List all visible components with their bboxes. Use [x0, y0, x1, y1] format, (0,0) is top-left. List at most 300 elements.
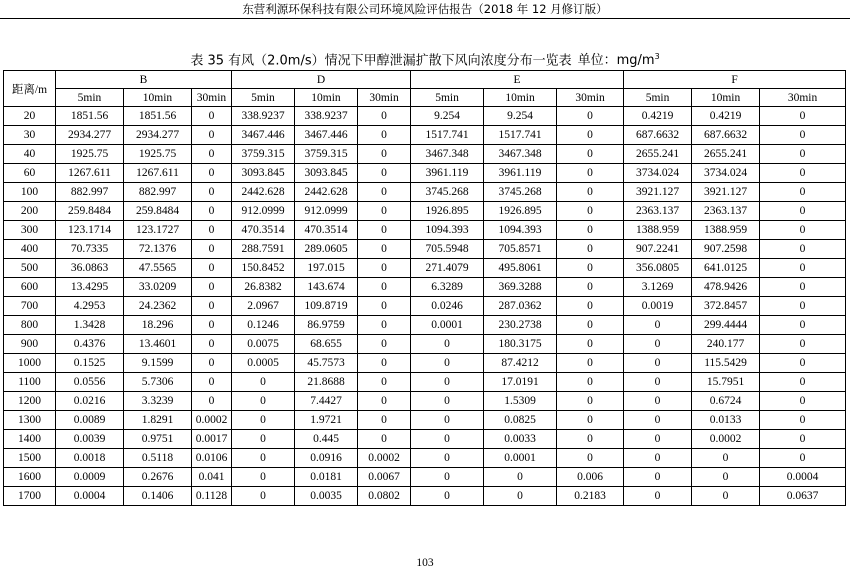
cell-f-30min: 0 [760, 392, 846, 411]
cell-e-30min: 0 [557, 221, 624, 240]
cell-f-10min: 0 [692, 487, 760, 506]
table-row [4, 240, 846, 259]
cell-distance: 500 [4, 259, 56, 278]
cell-b-5min: 0.0216 [56, 392, 124, 411]
cell-d-30min: 0 [358, 183, 411, 202]
cell-f-30min: 0 [760, 278, 846, 297]
cell-e-30min: 0 [557, 373, 624, 392]
cell-d-5min: 150.8452 [232, 259, 295, 278]
cell-f-5min: 3921.127 [624, 183, 692, 202]
cell-b-5min: 0.0018 [56, 449, 124, 468]
cell-f-5min: 0 [624, 392, 692, 411]
cell-distance: 600 [4, 278, 56, 297]
cell-d-30min: 0 [358, 373, 411, 392]
cell-e-5min: 0 [411, 354, 484, 373]
cell-d-10min: 912.0999 [295, 202, 358, 221]
cell-f-30min: 0 [760, 411, 846, 430]
cell-f-5min: 0 [624, 468, 692, 487]
unit-superscript: 3 [654, 52, 660, 61]
cell-e-5min: 0.0001 [411, 316, 484, 335]
cell-distance: 900 [4, 335, 56, 354]
cell-d-30min: 0 [358, 145, 411, 164]
cell-d-5min: 0 [232, 468, 295, 487]
cell-b-5min: 36.0863 [56, 259, 124, 278]
cell-b-30min: 0 [192, 373, 232, 392]
cell-b-30min: 0 [192, 392, 232, 411]
cell-e-5min: 9.254 [411, 107, 484, 126]
cell-b-10min: 1851.56 [124, 107, 192, 126]
cell-b-5min: 1925.75 [56, 145, 124, 164]
cell-d-10min: 3093.845 [295, 164, 358, 183]
cell-b-30min: 0 [192, 259, 232, 278]
cell-d-10min: 86.9759 [295, 316, 358, 335]
cell-b-5min: 259.8484 [56, 202, 124, 221]
group-header-b: B [56, 71, 232, 89]
cell-d-10min: 109.8719 [295, 297, 358, 316]
cell-b-30min: 0 [192, 354, 232, 373]
cell-f-30min: 0 [760, 335, 846, 354]
cell-f-10min: 0.0002 [692, 430, 760, 449]
cell-distance: 1200 [4, 392, 56, 411]
cell-e-5min: 0 [411, 411, 484, 430]
cell-b-30min: 0 [192, 164, 232, 183]
cell-d-30min: 0.0002 [358, 449, 411, 468]
cell-d-30min: 0 [358, 411, 411, 430]
cell-d-30min: 0 [358, 202, 411, 221]
cell-f-10min: 0.4219 [692, 107, 760, 126]
table-body [4, 107, 846, 506]
table-row [4, 335, 846, 354]
cell-b-30min: 0 [192, 316, 232, 335]
cell-e-30min: 0 [557, 202, 624, 221]
cell-b-10min: 2934.277 [124, 126, 192, 145]
cell-f-30min: 0 [760, 202, 846, 221]
cell-e-10min: 1094.393 [484, 221, 557, 240]
cell-distance: 1500 [4, 449, 56, 468]
cell-d-10min: 0.0916 [295, 449, 358, 468]
cell-b-30min: 0.0106 [192, 449, 232, 468]
cell-e-30min: 0 [557, 164, 624, 183]
cell-f-10min: 641.0125 [692, 259, 760, 278]
group-header-d: D [232, 71, 411, 89]
cell-b-10min: 259.8484 [124, 202, 192, 221]
cell-f-10min: 372.8457 [692, 297, 760, 316]
cell-b-5min: 0.0039 [56, 430, 124, 449]
table-row [4, 221, 846, 240]
cell-e-10min: 1517.741 [484, 126, 557, 145]
table-row [4, 373, 846, 392]
page-number: 103 [416, 557, 434, 569]
table-row [4, 411, 846, 430]
cell-f-5min: 2363.137 [624, 202, 692, 221]
concentration-table [3, 70, 846, 506]
cell-distance: 800 [4, 316, 56, 335]
cell-f-30min: 0 [760, 354, 846, 373]
cell-e-30min: 0 [557, 411, 624, 430]
cell-f-5min: 0 [624, 373, 692, 392]
cell-d-10min: 2442.628 [295, 183, 358, 202]
cell-f-5min: 907.2241 [624, 240, 692, 259]
table-row [4, 126, 846, 145]
cell-f-10min: 1388.959 [692, 221, 760, 240]
cell-d-5min: 3467.446 [232, 126, 295, 145]
cell-e-5min: 1094.393 [411, 221, 484, 240]
cell-e-10min: 180.3175 [484, 335, 557, 354]
cell-d-5min: 912.0999 [232, 202, 295, 221]
cell-f-30min: 0 [760, 183, 846, 202]
cell-f-30min: 0 [760, 297, 846, 316]
cell-b-10min: 47.5565 [124, 259, 192, 278]
cell-e-30min: 0.006 [557, 468, 624, 487]
cell-b-5min: 0.0556 [56, 373, 124, 392]
cell-f-30min: 0 [760, 221, 846, 240]
cell-d-5min: 338.9237 [232, 107, 295, 126]
cell-e-5min: 0 [411, 487, 484, 506]
cell-e-10min: 287.0362 [484, 297, 557, 316]
cell-d-5min: 0 [232, 411, 295, 430]
cell-distance: 1700 [4, 487, 56, 506]
time-header-10min: 10min [124, 89, 192, 107]
cell-e-5min: 3745.268 [411, 183, 484, 202]
table-row [4, 145, 846, 164]
cell-e-30min: 0 [557, 145, 624, 164]
cell-e-10min: 0 [484, 487, 557, 506]
cell-b-30min: 0.041 [192, 468, 232, 487]
cell-d-5min: 0.0005 [232, 354, 295, 373]
cell-d-5min: 0 [232, 449, 295, 468]
cell-f-5min: 0 [624, 430, 692, 449]
table-caption: 表 35 有风（2.0m/s）情况下甲醇泄漏扩散下风向浓度分布一览表 [190, 53, 572, 69]
cell-d-10min: 470.3514 [295, 221, 358, 240]
cell-b-5min: 0.1525 [56, 354, 124, 373]
cell-e-5min: 0 [411, 392, 484, 411]
cell-d-5min: 0 [232, 373, 295, 392]
cell-distance: 300 [4, 221, 56, 240]
table-row [4, 297, 846, 316]
cell-d-5min: 0 [232, 487, 295, 506]
group-header-f: F [624, 71, 846, 89]
cell-d-10min: 0.0181 [295, 468, 358, 487]
cell-f-5min: 0 [624, 411, 692, 430]
cell-b-30min: 0 [192, 240, 232, 259]
cell-e-30min: 0 [557, 259, 624, 278]
cell-d-30min: 0 [358, 354, 411, 373]
cell-d-10min: 0.445 [295, 430, 358, 449]
cell-e-5min: 3467.348 [411, 145, 484, 164]
cell-e-10min: 0.0001 [484, 449, 557, 468]
cell-e-30min: 0 [557, 107, 624, 126]
cell-e-30min: 0 [557, 316, 624, 335]
cell-e-30min: 0 [557, 126, 624, 145]
time-header-5min: 5min [232, 89, 295, 107]
cell-b-10min: 33.0209 [124, 278, 192, 297]
cell-b-10min: 72.1376 [124, 240, 192, 259]
cell-distance: 200 [4, 202, 56, 221]
cell-b-5min: 1851.56 [56, 107, 124, 126]
cell-e-5min: 6.3289 [411, 278, 484, 297]
table-row [4, 259, 846, 278]
cell-b-10min: 1925.75 [124, 145, 192, 164]
page-header: 东营利源环保科技有限公司环境风险评估报告（2018 年 12 月修订版） [242, 2, 608, 16]
table-row [4, 430, 846, 449]
time-header-5min: 5min [56, 89, 124, 107]
cell-f-30min: 0.0004 [760, 468, 846, 487]
cell-f-10min: 478.9426 [692, 278, 760, 297]
unit-label: 单位：mg/m [577, 53, 655, 69]
cell-b-5min: 70.7335 [56, 240, 124, 259]
cell-e-10min: 9.254 [484, 107, 557, 126]
cell-d-10min: 3759.315 [295, 145, 358, 164]
cell-b-10min: 0.2676 [124, 468, 192, 487]
table-row [4, 354, 846, 373]
cell-e-30min: 0 [557, 278, 624, 297]
cell-f-10min: 687.6632 [692, 126, 760, 145]
cell-b-10min: 0.5118 [124, 449, 192, 468]
table-row [4, 202, 846, 221]
cell-d-5min: 26.8382 [232, 278, 295, 297]
cell-d-30min: 0 [358, 316, 411, 335]
cell-f-10min: 115.5429 [692, 354, 760, 373]
cell-e-5min: 1517.741 [411, 126, 484, 145]
time-header-30min: 30min [192, 89, 232, 107]
cell-distance: 60 [4, 164, 56, 183]
cell-e-5min: 0.0246 [411, 297, 484, 316]
cell-d-5min: 2.0967 [232, 297, 295, 316]
cell-b-30min: 0.0002 [192, 411, 232, 430]
cell-e-10min: 0 [484, 468, 557, 487]
cell-e-30min: 0 [557, 335, 624, 354]
cell-distance: 1300 [4, 411, 56, 430]
time-header-30min: 30min [760, 89, 846, 107]
cell-d-5min: 2442.628 [232, 183, 295, 202]
cell-f-10min: 0 [692, 468, 760, 487]
cell-d-10min: 3467.446 [295, 126, 358, 145]
cell-d-30min: 0.0067 [358, 468, 411, 487]
cell-d-5min: 0 [232, 430, 295, 449]
time-header-10min: 10min [484, 89, 557, 107]
table-row [4, 468, 846, 487]
cell-d-30min: 0.0802 [358, 487, 411, 506]
cell-d-10min: 143.674 [295, 278, 358, 297]
cell-b-5min: 13.4295 [56, 278, 124, 297]
cell-d-30min: 0 [358, 107, 411, 126]
cell-f-10min: 2655.241 [692, 145, 760, 164]
cell-d-5min: 0.0075 [232, 335, 295, 354]
cell-e-10min: 17.0191 [484, 373, 557, 392]
cell-b-5min: 4.2953 [56, 297, 124, 316]
cell-e-5min: 0 [411, 449, 484, 468]
cell-f-30min: 0.0637 [760, 487, 846, 506]
header-row-groups [4, 71, 846, 89]
cell-f-5min: 3734.024 [624, 164, 692, 183]
cell-f-5min: 0 [624, 449, 692, 468]
cell-distance: 1000 [4, 354, 56, 373]
cell-b-10min: 0.9751 [124, 430, 192, 449]
cell-f-30min: 0 [760, 430, 846, 449]
cell-f-10min: 3734.024 [692, 164, 760, 183]
cell-e-10min: 87.4212 [484, 354, 557, 373]
cell-distance: 400 [4, 240, 56, 259]
cell-b-5min: 123.1714 [56, 221, 124, 240]
cell-b-30min: 0.0017 [192, 430, 232, 449]
cell-d-30min: 0 [358, 430, 411, 449]
table-title [0, 48, 850, 70]
cell-f-30min: 0 [760, 145, 846, 164]
cell-b-10min: 13.4601 [124, 335, 192, 354]
cell-e-5min: 0 [411, 373, 484, 392]
cell-f-30min: 0 [760, 240, 846, 259]
cell-e-10min: 230.2738 [484, 316, 557, 335]
time-header-10min: 10min [692, 89, 760, 107]
table-row [4, 487, 846, 506]
cell-f-30min: 0 [760, 449, 846, 468]
cell-f-5min: 2655.241 [624, 145, 692, 164]
cell-b-10min: 123.1727 [124, 221, 192, 240]
distance-header: 距离/m [4, 71, 56, 107]
cell-d-30min: 0 [358, 392, 411, 411]
cell-f-30min: 0 [760, 373, 846, 392]
cell-f-30min: 0 [760, 316, 846, 335]
cell-f-10min: 2363.137 [692, 202, 760, 221]
cell-b-5min: 0.4376 [56, 335, 124, 354]
cell-f-30min: 0 [760, 259, 846, 278]
cell-f-10min: 0.6724 [692, 392, 760, 411]
cell-e-30min: 0 [557, 183, 624, 202]
cell-f-5min: 0.0019 [624, 297, 692, 316]
cell-f-5min: 0 [624, 354, 692, 373]
cell-b-30min: 0 [192, 183, 232, 202]
cell-e-5min: 1926.895 [411, 202, 484, 221]
cell-d-30min: 0 [358, 164, 411, 183]
cell-d-5min: 0 [232, 392, 295, 411]
cell-b-10min: 3.3239 [124, 392, 192, 411]
cell-b-5min: 0.0004 [56, 487, 124, 506]
time-header-10min: 10min [295, 89, 358, 107]
cell-b-30min: 0 [192, 335, 232, 354]
cell-e-30min: 0 [557, 297, 624, 316]
cell-f-5min: 1388.959 [624, 221, 692, 240]
cell-e-10min: 705.8571 [484, 240, 557, 259]
cell-b-10min: 0.1406 [124, 487, 192, 506]
cell-d-30min: 0 [358, 221, 411, 240]
cell-e-30min: 0.2183 [557, 487, 624, 506]
cell-b-10min: 5.7306 [124, 373, 192, 392]
table-row [4, 316, 846, 335]
cell-d-30min: 0 [358, 297, 411, 316]
cell-f-5min: 687.6632 [624, 126, 692, 145]
cell-d-10min: 0.0035 [295, 487, 358, 506]
cell-d-30min: 0 [358, 240, 411, 259]
cell-d-5min: 3093.845 [232, 164, 295, 183]
cell-e-5min: 0 [411, 430, 484, 449]
cell-e-30min: 0 [557, 430, 624, 449]
cell-b-5min: 2934.277 [56, 126, 124, 145]
cell-f-30min: 0 [760, 107, 846, 126]
cell-e-5min: 705.5948 [411, 240, 484, 259]
header-row-times [4, 89, 846, 107]
time-header-5min: 5min [624, 89, 692, 107]
cell-d-10min: 197.015 [295, 259, 358, 278]
time-header-30min: 30min [557, 89, 624, 107]
table-row [4, 183, 846, 202]
cell-d-10min: 7.4427 [295, 392, 358, 411]
table-row [4, 449, 846, 468]
table-row [4, 392, 846, 411]
cell-f-5min: 0.4219 [624, 107, 692, 126]
cell-b-10min: 882.997 [124, 183, 192, 202]
cell-distance: 700 [4, 297, 56, 316]
cell-e-30min: 0 [557, 392, 624, 411]
cell-b-30min: 0.1128 [192, 487, 232, 506]
cell-e-30min: 0 [557, 449, 624, 468]
cell-e-10min: 1.5309 [484, 392, 557, 411]
cell-d-10min: 1.9721 [295, 411, 358, 430]
cell-d-30min: 0 [358, 335, 411, 354]
cell-f-10min: 0 [692, 449, 760, 468]
cell-f-5min: 0 [624, 316, 692, 335]
time-header-5min: 5min [411, 89, 484, 107]
cell-b-30min: 0 [192, 145, 232, 164]
cell-e-5min: 3961.119 [411, 164, 484, 183]
cell-distance: 30 [4, 126, 56, 145]
cell-d-5min: 3759.315 [232, 145, 295, 164]
cell-f-10min: 299.4444 [692, 316, 760, 335]
cell-e-10min: 3961.119 [484, 164, 557, 183]
cell-f-10min: 15.7951 [692, 373, 760, 392]
cell-e-5min: 0 [411, 468, 484, 487]
cell-f-10min: 907.2598 [692, 240, 760, 259]
header-divider [0, 18, 850, 19]
cell-b-5min: 882.997 [56, 183, 124, 202]
cell-e-10min: 495.8061 [484, 259, 557, 278]
cell-f-30min: 0 [760, 164, 846, 183]
cell-d-5min: 0.1246 [232, 316, 295, 335]
cell-b-10min: 1267.611 [124, 164, 192, 183]
cell-f-5min: 356.0805 [624, 259, 692, 278]
cell-b-10min: 18.296 [124, 316, 192, 335]
cell-b-5min: 0.0009 [56, 468, 124, 487]
cell-distance: 40 [4, 145, 56, 164]
cell-f-10min: 0.0133 [692, 411, 760, 430]
cell-e-10min: 0.0825 [484, 411, 557, 430]
cell-b-10min: 9.1599 [124, 354, 192, 373]
cell-e-10min: 369.3288 [484, 278, 557, 297]
cell-d-5min: 288.7591 [232, 240, 295, 259]
table-row [4, 107, 846, 126]
cell-d-10min: 338.9237 [295, 107, 358, 126]
cell-d-10min: 21.8688 [295, 373, 358, 392]
cell-b-10min: 24.2362 [124, 297, 192, 316]
cell-f-30min: 0 [760, 126, 846, 145]
cell-distance: 1100 [4, 373, 56, 392]
cell-distance: 1600 [4, 468, 56, 487]
cell-d-10min: 45.7573 [295, 354, 358, 373]
cell-f-5min: 3.1269 [624, 278, 692, 297]
cell-e-10min: 3467.348 [484, 145, 557, 164]
cell-b-30min: 0 [192, 278, 232, 297]
cell-d-30min: 0 [358, 126, 411, 145]
cell-b-30min: 0 [192, 202, 232, 221]
cell-f-5min: 0 [624, 335, 692, 354]
cell-d-10min: 289.0605 [295, 240, 358, 259]
cell-distance: 1400 [4, 430, 56, 449]
cell-b-10min: 1.8291 [124, 411, 192, 430]
time-header-30min: 30min [358, 89, 411, 107]
cell-distance: 20 [4, 107, 56, 126]
cell-distance: 100 [4, 183, 56, 202]
cell-d-30min: 0 [358, 278, 411, 297]
cell-e-5min: 271.4079 [411, 259, 484, 278]
